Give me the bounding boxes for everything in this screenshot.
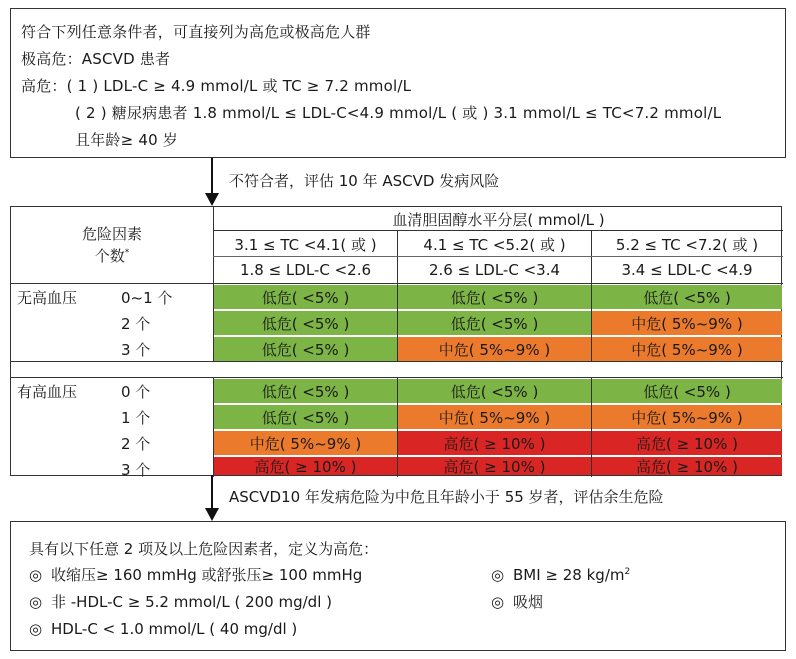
risk-cell: 低危( <5% ) [214,379,397,403]
risk-cell: 中危( 5%~9% ) [398,337,591,361]
cholesterol-header-title: 血清胆固醇水平分层( mmol/L ) [392,210,605,229]
bottom-box-heading: 具有以下任意 2 项及以上危险因素者，定义为高危： [29,540,379,558]
risk-cell: 中危( 5%~9% ) [214,431,397,455]
lifetime-risk-criteria-box [10,521,786,651]
risk-cell: 中危( 5%~9% ) [398,405,591,429]
risk-cell: 低危( <5% ) [398,379,591,403]
criterion-hdl [29,616,297,642]
criterion-text: 非 -HDL-C ≥ 5.2 mmol/L ( 200 mg/dl ) [51,593,332,611]
arrow-label-lifetime-assessment: ASCVD10 年发病危险为中危且年龄小于 55 岁者，评估余生危险 [229,488,664,506]
risk-cell: 低危( <5% ) [214,285,397,309]
superscript-two: 2 [624,567,631,577]
row-count-label: 0 个 [121,383,151,401]
table-divider [591,377,592,477]
criterion-non-hdl [29,589,332,615]
risk-cell: 中危( 5%~9% ) [592,311,782,335]
table-corner-header [11,207,213,283]
risk-cell: 中危( 5%~9% ) [592,405,782,429]
risk-cell: 低危( <5% ) [592,379,782,403]
column-2-header-line1: 4.1 ≤ TC <5.2( 或 ) [423,235,566,254]
very-high-risk-line: 极高危：ASCVD 患者 [21,50,171,68]
arrow-label-10yr-assessment: 不符合者，评估 10 年 ASCVD 发病风险 [229,172,500,190]
top-box-heading: 符合下列任意条件者，可直接列为高危或极高危人群 [21,23,371,41]
risk-stratification-table [10,206,782,479]
row-count-label: 2 个 [121,435,151,453]
bullet-circle-icon: ◎ [491,566,505,584]
row-count-label: 3 个 [121,341,151,359]
table-divider [213,377,214,477]
criterion-text: BMI ≥ 28 kg/m [513,566,625,584]
table-divider [11,283,783,284]
row-count-label: 2 个 [121,315,151,333]
column-3-header-line2: 3.4 ≤ LDL-C <4.9 [621,261,753,279]
criterion-smoking [491,589,543,615]
column-3-header-line1: 5.2 ≤ TC <7.2( 或 ) [615,235,759,254]
group-label-with-hypertension: 有高血压 [17,383,78,401]
risk-cell: 低危( <5% ) [398,285,591,309]
bullet-circle-icon: ◎ [491,593,505,611]
column-1-header-line1: 3.1 ≤ TC <4.1( 或 ) [234,235,377,254]
criterion-text: 收缩压≥ 160 mmHg 或舒张压≥ 100 mmHg [51,566,363,584]
criterion-text: 吸烟 [513,593,544,611]
risk-cell: 高危( ≥ 10% ) [592,457,782,475]
risk-cell: 低危( <5% ) [214,405,397,429]
table-divider [397,231,398,361]
criterion-bmi [491,562,630,588]
risk-cell: 高危( ≥ 10% ) [214,457,397,475]
corner-label-line1: 危险因素 [81,225,142,243]
criterion-text: HDL-C < 1.0 mmol/L ( 40 mg/dl ) [51,620,298,638]
corner-label-line2: 个数 [94,247,125,265]
risk-cell: 低危( <5% ) [214,337,397,361]
column-2-header-line2: 2.6 ≤ LDL-C <3.4 [428,261,561,279]
down-arrow-icon [205,158,219,206]
bullet-circle-icon: ◎ [29,593,43,611]
table-divider [213,230,783,231]
row-count-label: 0~1 个 [121,289,173,307]
bullet-circle-icon: ◎ [29,566,43,584]
table-divider [213,256,783,257]
table-divider [591,231,592,361]
group-label-no-hypertension: 无高血压 [17,289,78,307]
risk-cell: 中危( 5%~9% ) [592,337,782,361]
high-risk-age-condition: 且年龄≥ 40 岁 [75,131,178,149]
row-count-label: 1 个 [121,409,151,427]
table-divider [397,377,398,477]
high-risk-criteria-box [10,8,786,158]
risk-cell: 高危( ≥ 10% ) [592,431,782,455]
corner-footnote-mark: * [124,248,130,258]
criterion-blood-pressure [29,562,362,588]
risk-cell: 高危( ≥ 10% ) [398,431,591,455]
table-divider [11,377,783,378]
table-divider [11,361,783,362]
bullet-circle-icon: ◎ [29,620,43,638]
high-risk-criterion-1: 高危：( 1 ) LDL-C ≥ 4.9 mmol/L 或 TC ≥ 7.2 mmol/L [21,77,412,95]
risk-cell: 低危( <5% ) [214,311,397,335]
down-arrow-icon [205,475,219,521]
risk-cell: 高危( ≥ 10% ) [398,457,591,475]
column-1-header-line2: 1.8 ≤ LDL-C <2.6 [239,261,372,279]
high-risk-criterion-2: ( 2 ) 糖尿病患者 1.8 mmol/L ≤ LDL-C<4.9 mmol/L ( 或 ) 3.1 mmol/L ≤ TC<7.2 mmol/L [75,104,722,122]
risk-cell: 低危( <5% ) [592,285,782,309]
risk-cell: 低危( <5% ) [398,311,591,335]
row-count-label: 3 个 [121,461,151,479]
